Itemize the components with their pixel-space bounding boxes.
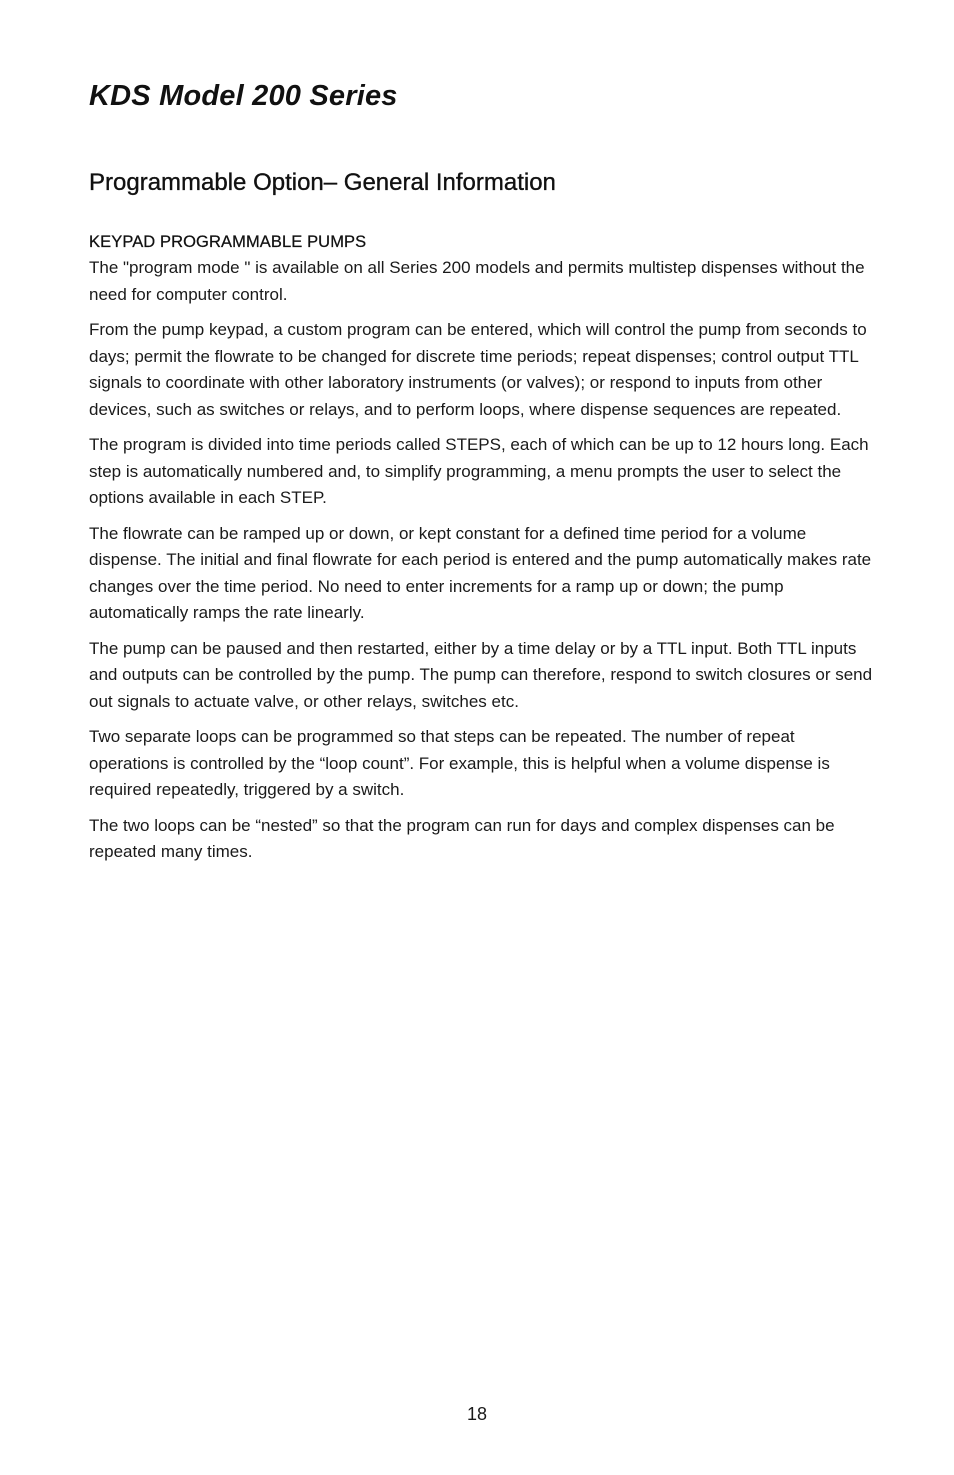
paragraph-pause-restart: The pump can be paused and then restarted, either by a time delay or by a TTL input. Both TTL inputs and outputs can be controlled by the pump. The pump can therefore, respond to switch closures or send out signals to actuate valve, or other relays, switches etc. (89, 638, 873, 711)
subheading: KEYPAD PROGRAMMABLE PUMPS (89, 233, 367, 251)
paragraph-steps: The program is divided into time periods called STEPS, each of which can be up to 12 hours long. Each step is automatically numbered and, to simplify programming, a menu prompts the user to select the options available in each STEP. (89, 435, 869, 507)
page-number: 18 (466, 1404, 488, 1424)
document-title: KDS Model 200 Series (89, 80, 398, 112)
section-title: Programmable Option– General Information (89, 169, 556, 196)
paragraph-loops: Two separate loops can be programmed so that steps can be repeated. The number of repeat operations is controlled by the “loop count”. For example, this is helpful when a volume dispense is required repeatedly, triggered by a switch. (89, 727, 830, 799)
paragraph-nested-loops: The two loops can be “nested” so that the program can run for days and complex dispenses can be repeated many times. (89, 815, 835, 861)
paragraph-program-mode: The "program mode " is available on all Series 200 models and permits multistep dispenses without the need for computer control. (89, 258, 865, 304)
section-body (89, 229, 874, 875)
paragraph-flowrate-ramp: The flowrate can be ramped up or down, or kept constant for a defined time period for a volume dispense. The initial and final flowrate for each period is entered and the pump automatically makes rate changes over the time period. No need to enter increments for a ramp up or down; the pump automatically ramps the rate linearly. (89, 523, 872, 622)
paragraph-custom-program: From the pump keypad, a custom program can be entered, which will control the pump from seconds to days; permit the flowrate to be changed for discrete time periods; repeat dispenses; control output TTL signals to coordinate with other laboratory instruments (or valves); or respond to inputs from other devices, such as switches or relays, and to perform loops, where dispense sequences are repeated. (89, 320, 867, 419)
